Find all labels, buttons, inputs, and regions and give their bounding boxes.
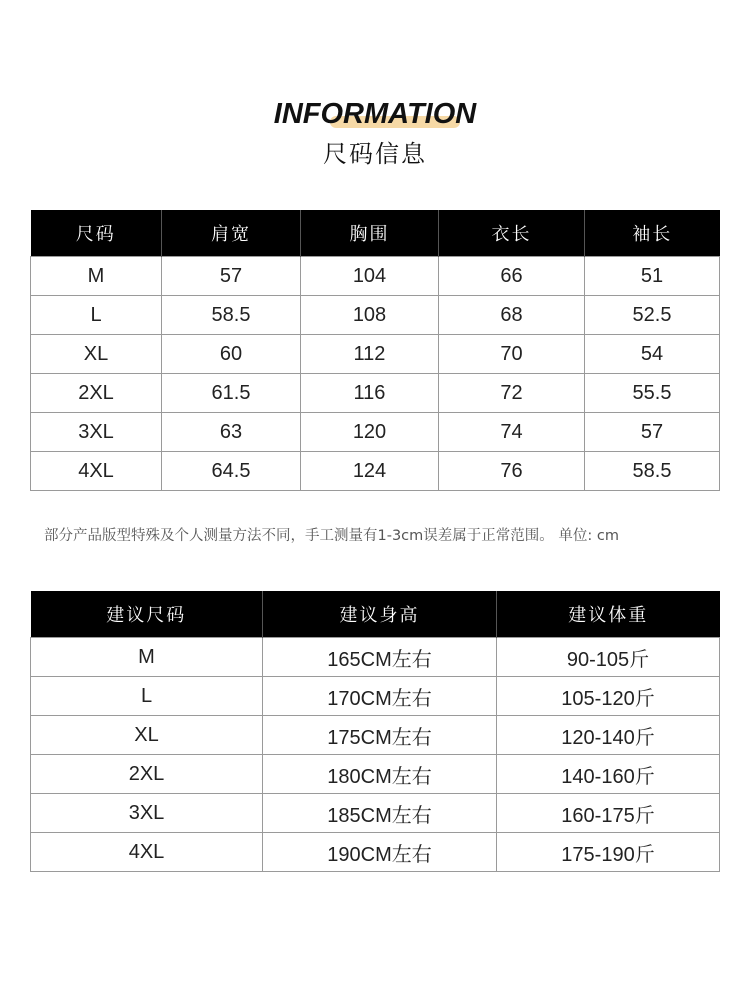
table-row xyxy=(31,677,720,716)
table-cell: 90-105斤 xyxy=(497,638,720,677)
table-row xyxy=(31,638,720,677)
page-header xyxy=(0,96,750,169)
table-cell: 57 xyxy=(162,257,301,296)
table-cell: 185CM左右 xyxy=(263,794,497,833)
table-cell: 61.5 xyxy=(162,374,301,413)
table-cell: 4XL xyxy=(31,452,162,491)
table-row xyxy=(31,452,720,491)
column-header: 建议尺码 xyxy=(31,591,263,638)
table-cell: 124 xyxy=(301,452,439,491)
table-row xyxy=(31,335,720,374)
table-cell: 175CM左右 xyxy=(263,716,497,755)
table-cell: L xyxy=(31,677,263,716)
table-row xyxy=(31,794,720,833)
table-row xyxy=(31,716,720,755)
table-cell: 108 xyxy=(301,296,439,335)
page-subtitle: 尺码信息 xyxy=(323,140,427,168)
table-cell: 3XL xyxy=(31,413,162,452)
table-cell: 52.5 xyxy=(585,296,720,335)
table-cell: 58.5 xyxy=(162,296,301,335)
table-cell: 4XL xyxy=(31,833,263,872)
table-cell: 74 xyxy=(439,413,585,452)
table-cell: 76 xyxy=(439,452,585,491)
table-cell: L xyxy=(31,296,162,335)
recommendation-table xyxy=(30,591,720,872)
table-cell: M xyxy=(31,638,263,677)
column-header: 袖长 xyxy=(585,210,720,257)
table-cell: 180CM左右 xyxy=(263,755,497,794)
table-cell: 55.5 xyxy=(585,374,720,413)
table-cell: 72 xyxy=(439,374,585,413)
table-cell: 57 xyxy=(585,413,720,452)
size-chart-table xyxy=(30,210,720,491)
table-cell: 68 xyxy=(439,296,585,335)
title-wrap xyxy=(274,96,476,132)
table-cell: 160-175斤 xyxy=(497,794,720,833)
column-header: 尺码 xyxy=(31,210,162,257)
measurement-note: 部分产品版型特殊及个人测量方法不同，手工测量有1-3cm误差属于正常范围。 单位: cm xyxy=(44,528,619,544)
table-cell: 104 xyxy=(301,257,439,296)
table-cell: 175-190斤 xyxy=(497,833,720,872)
table-cell: 120 xyxy=(301,413,439,452)
table-row xyxy=(31,257,720,296)
size-table-header-row xyxy=(31,210,720,257)
table-cell: 120-140斤 xyxy=(497,716,720,755)
table-cell: 70 xyxy=(439,335,585,374)
table-cell: 58.5 xyxy=(585,452,720,491)
table-row xyxy=(31,833,720,872)
column-header: 胸围 xyxy=(301,210,439,257)
table-cell: 140-160斤 xyxy=(497,755,720,794)
table-cell: 64.5 xyxy=(162,452,301,491)
table-cell: 105-120斤 xyxy=(497,677,720,716)
table-cell: 190CM左右 xyxy=(263,833,497,872)
table-cell: 60 xyxy=(162,335,301,374)
table-row xyxy=(31,374,720,413)
page-title: INFORMATION xyxy=(273,98,477,130)
table-row xyxy=(31,413,720,452)
table-cell: 165CM左右 xyxy=(263,638,497,677)
recommendation-header-row xyxy=(31,591,720,638)
table-row xyxy=(31,755,720,794)
table-cell: 63 xyxy=(162,413,301,452)
table-cell: 116 xyxy=(301,374,439,413)
table-cell: 2XL xyxy=(31,755,263,794)
table-cell: 112 xyxy=(301,335,439,374)
column-header: 肩宽 xyxy=(162,210,301,257)
column-header: 衣长 xyxy=(439,210,585,257)
table-cell: 2XL xyxy=(31,374,162,413)
table-cell: M xyxy=(31,257,162,296)
table-cell: 170CM左右 xyxy=(263,677,497,716)
table-cell: XL xyxy=(31,716,263,755)
table-cell: 66 xyxy=(439,257,585,296)
table-cell: 51 xyxy=(585,257,720,296)
table-cell: 54 xyxy=(585,335,720,374)
column-header: 建议身高 xyxy=(263,591,497,638)
table-cell: XL xyxy=(31,335,162,374)
table-row xyxy=(31,296,720,335)
column-header: 建议体重 xyxy=(497,591,720,638)
table-cell: 3XL xyxy=(31,794,263,833)
